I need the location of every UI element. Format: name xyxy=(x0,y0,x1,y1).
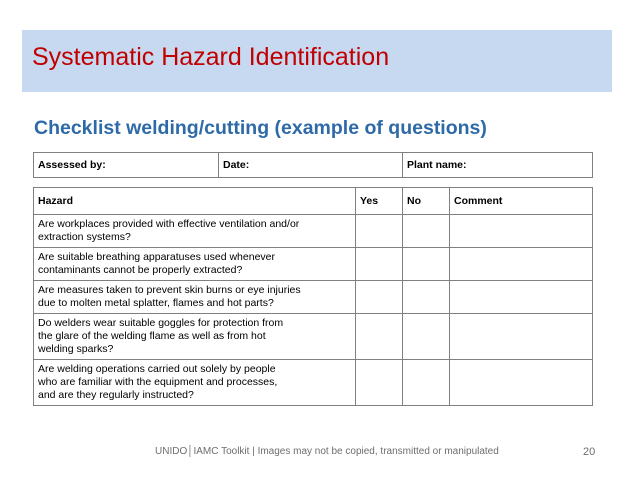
checklist-table xyxy=(33,187,593,406)
comment-cell[interactable] xyxy=(450,215,593,248)
assessment-table xyxy=(33,152,593,178)
comment-cell[interactable] xyxy=(450,360,593,406)
checklist-header-row xyxy=(34,188,593,215)
table-row xyxy=(34,360,593,406)
hazard-question: Are workplaces provided with effective ventilation and/or extraction systems? xyxy=(34,215,356,248)
yes-header: Yes xyxy=(356,188,403,215)
yes-cell[interactable] xyxy=(356,281,403,314)
comment-cell[interactable] xyxy=(450,281,593,314)
yes-cell[interactable] xyxy=(356,248,403,281)
yes-cell[interactable] xyxy=(356,215,403,248)
date-field: Date: xyxy=(219,153,403,178)
plant-name-field: Plant name: xyxy=(403,153,593,178)
hazard-question: Are measures taken to prevent skin burns or eye injuries due to molten metal splatter, flames and hot parts? xyxy=(34,281,356,314)
page-number: 20 xyxy=(583,446,596,458)
table-row xyxy=(34,215,593,248)
table-row xyxy=(34,281,593,314)
yes-cell[interactable] xyxy=(356,314,403,360)
comment-header: Comment xyxy=(450,188,593,215)
no-header: No xyxy=(403,188,450,215)
slide-subtitle: Checklist welding/cutting (example of questions) xyxy=(34,117,487,139)
comment-cell[interactable] xyxy=(450,314,593,360)
hazard-question: Are welding operations carried out solely by people who are familiar with the equipment and processes, and are they regularly instructed? xyxy=(34,360,356,406)
no-cell[interactable] xyxy=(403,360,450,406)
footer-text: UNIDO│IAMC Toolkit | Images may not be copied, transmitted or manipulated xyxy=(155,446,499,457)
comment-cell[interactable] xyxy=(450,248,593,281)
yes-cell[interactable] xyxy=(356,360,403,406)
hazard-header: Hazard xyxy=(34,188,356,215)
hazard-question: Do welders wear suitable goggles for protection from the glare of the welding flame as well as from hot welding sparks? xyxy=(34,314,356,360)
no-cell[interactable] xyxy=(403,314,450,360)
assessed-by-field: Assessed by: xyxy=(34,153,219,178)
no-cell[interactable] xyxy=(403,215,450,248)
slide-title: Systematic Hazard Identification xyxy=(32,43,390,71)
no-cell[interactable] xyxy=(403,248,450,281)
table-row xyxy=(34,248,593,281)
table-row xyxy=(34,314,593,360)
no-cell[interactable] xyxy=(403,281,450,314)
hazard-question: Are suitable breathing apparatuses used whenever contaminants cannot be properly extracted? xyxy=(34,248,356,281)
